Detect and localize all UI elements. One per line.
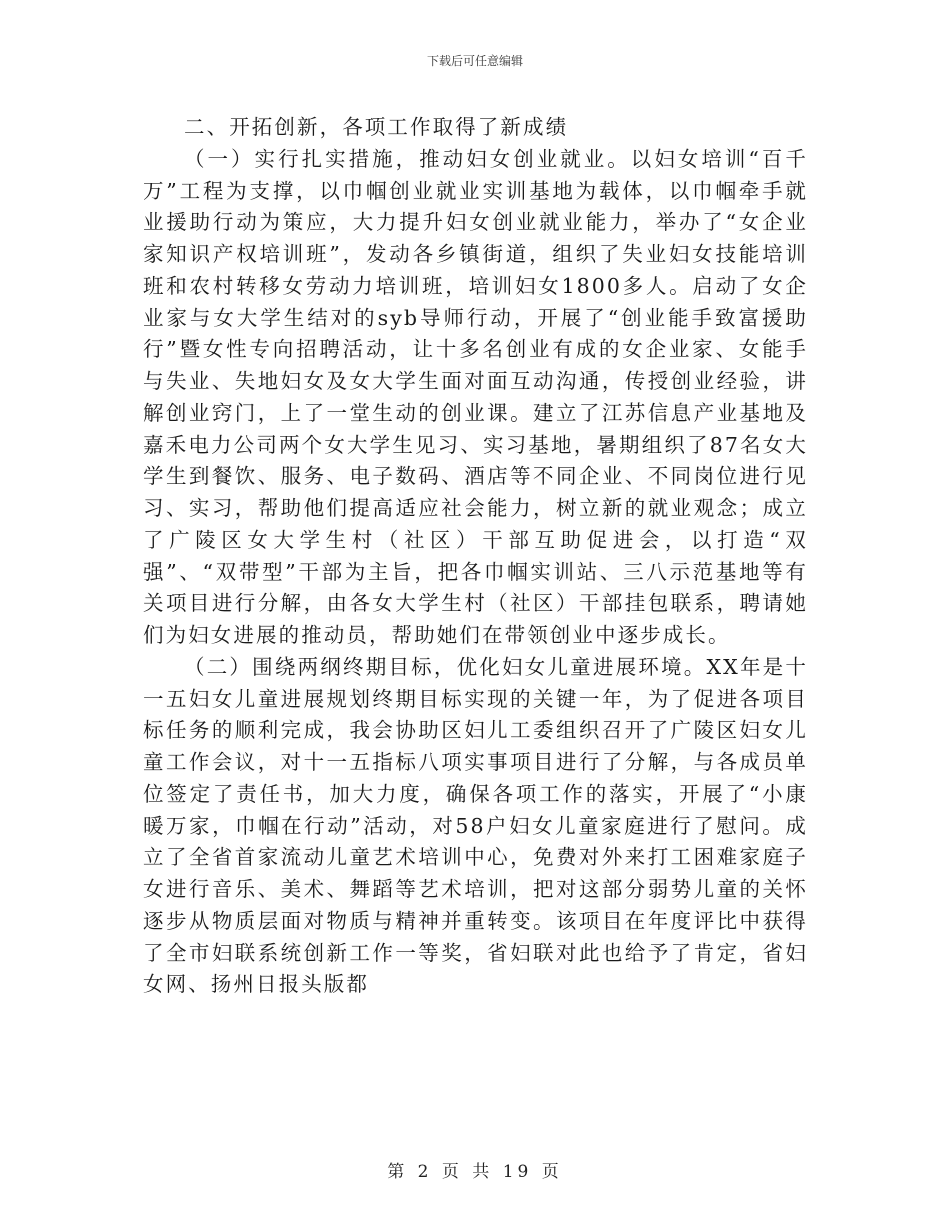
page-header-note: 下载后可任意编辑: [426, 54, 523, 68]
section-heading: 二、开拓创新，各项工作取得了新成绩: [184, 115, 569, 139]
paragraph-women-employment: （一）实行扎实措施，推动妇女创业就业。以妇女培训“百千万”工程为支撑，以巾帼创业就业实训基地为载体，以巾帼牵手就业援助行动为策应，大力提升妇女创业就业能力，举办了“女企业家知识产权培训班”，发动各乡镇街道，组织了失业妇女技能培训班和农村转移女劳动力培训班，培训妇女1800多人。启动了女企业家与女大学生结对的syb导师行动，开展了“创业能手致富援助行”暨女性专向招聘活动，让十多名创业有成的女企业家、女能手与失业、失地妇女及女大学生面对面互动沟通，传授创业经验，讲解创业窍门，上了一堂生动的创业课。建立了江苏信息产业基地及嘉禾电力公司两个女大学生见习、实习基地，暑期组织了87名女大学生到餐饮、服务、电子数码、酒店等不同企业、不同岗位进行见习、实习，帮助他们提高适应社会能力，树立新的就业观念；成立了广陵区女大学生村（社区）干部互助促进会，以打造“双强”、“双带型”干部为主旨，把各巾帼实训站、三八示范基地等有关项目进行分解，由各女大学生村（社区）干部挂包联系，聘请她们为妇女进展的推动员，帮助她们在带领创业中逐步成长。: [143, 146, 808, 647]
paragraph-children-environment: （二）围绕两纲终期目标，优化妇女儿童进展环境。XX年是十一五妇女儿童进展规划终期目标实现的关键一年，为了促进各项目标任务的顺利完成，我会协助区妇儿工委组织召开了广陵区妇女儿童工作会议，对十一五指标八项实事项目进行了分解，与各成员单位签定了责任书，加大力度，确保各项工作的落实，开展了“小康暖万家，巾帼在行动”活动，对58户妇女儿童家庭进行了慰问。成立了全省首家流动儿童艺术培训中心，免费对外来打工困难家庭子女进行音乐、美术、舞蹈等艺术培训，把对这部分弱势儿童的关怀逐步从物质层面对物质与精神并重转变。该项目在年度评比中获得了全市妇联系统创新工作一等奖，省妇联对此也给予了肯定，省妇女网、扬州日报头版都: [143, 654, 808, 997]
page-number-footer: 第 2 页 共 19 页: [387, 1162, 563, 1182]
document-body: [143, 112, 808, 1001]
